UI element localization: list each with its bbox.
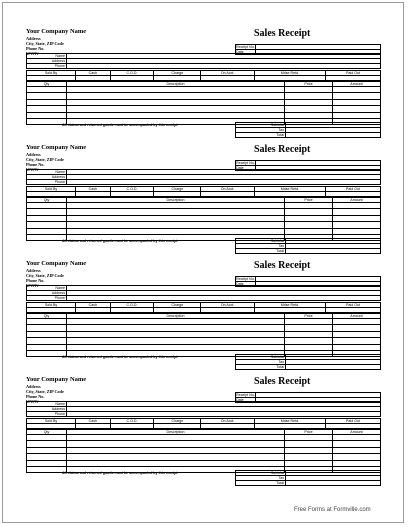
payment-header: C.O.D. [110, 187, 154, 192]
payment-input[interactable] [254, 424, 325, 429]
receipt-field-label: Receipt No. [236, 277, 255, 281]
amount-header: Amount [333, 198, 381, 203]
totals-label: Tax [236, 360, 286, 365]
totals-input[interactable] [286, 365, 381, 370]
disclaimer-text: All claims and returned goods must be accompanied by this receipt [62, 123, 178, 127]
receipt-title: Sales Receipt [254, 144, 311, 155]
qty-cell[interactable] [27, 118, 67, 124]
totals-label: Subtotal [236, 239, 286, 244]
qty-cell[interactable] [27, 350, 67, 356]
payment-table [26, 186, 381, 197]
payment-header: Mdse Retd. [254, 303, 325, 308]
payment-table [26, 418, 381, 429]
payment-header: On Acct. [201, 187, 255, 192]
payment-input[interactable] [27, 76, 76, 81]
receipt-field-label: Date [236, 282, 256, 287]
payment-input[interactable] [254, 76, 325, 81]
payment-header: Paid Out [326, 71, 381, 76]
receipt-title: Sales Receipt [254, 28, 311, 39]
customer-field-input[interactable] [67, 180, 381, 185]
payment-input[interactable] [254, 192, 325, 197]
payment-header: Mdse Retd. [254, 419, 325, 424]
line-items-table [26, 81, 381, 125]
company-www: WWW [26, 51, 39, 56]
qty-header: Qty [27, 82, 67, 87]
payment-header: Cash [76, 187, 110, 192]
company-www: WWW [26, 283, 39, 288]
line-items-table [26, 313, 381, 357]
payment-header: Paid Out [326, 187, 381, 192]
payment-input[interactable] [27, 424, 76, 429]
customer-field-label: Phone [27, 296, 67, 301]
payment-header: C.O.D. [110, 419, 154, 424]
qty-cell[interactable] [27, 466, 67, 472]
payment-header: Paid Out [326, 303, 381, 308]
company-name: Your Company Name [26, 260, 87, 267]
customer-field-label: Address [27, 175, 67, 180]
sales-receipt-form [0, 144, 408, 260]
totals-label: Total [236, 133, 286, 138]
payment-header: Charge [154, 303, 201, 308]
totals-table [235, 122, 381, 138]
company-info [26, 376, 86, 404]
customer-field-label: Address [27, 407, 67, 412]
receipt-title: Sales Receipt [254, 260, 311, 271]
customer-field-label: Phone [27, 64, 67, 69]
payment-table [26, 70, 381, 81]
totals-input[interactable] [286, 249, 381, 254]
customer-field-input[interactable] [67, 412, 381, 417]
description-header: Description [67, 430, 285, 435]
payment-input[interactable] [110, 192, 154, 197]
description-header: Description [67, 314, 285, 319]
amount-header: Amount [333, 314, 381, 319]
qty-header: Qty [27, 198, 67, 203]
customer-info-table [26, 169, 381, 185]
receipt-field-label: Date [236, 166, 256, 171]
amount-header: Amount [333, 82, 381, 87]
payment-header: Cash [76, 71, 110, 76]
company-www: WWW [26, 167, 39, 172]
payment-header: C.O.D. [110, 303, 154, 308]
company-phone: Phone No. [26, 162, 45, 167]
totals-input[interactable] [286, 481, 381, 486]
customer-info-table [26, 401, 381, 417]
payment-input[interactable] [326, 308, 381, 313]
totals-label: Subtotal [236, 471, 286, 476]
customer-info-table [26, 285, 381, 301]
payment-header: Charge [154, 419, 201, 424]
receipt-field-label: Receipt No. [236, 393, 255, 397]
payment-input[interactable] [27, 308, 76, 313]
receipt-field-label: Date [236, 50, 256, 55]
payment-table [26, 302, 381, 313]
company-phone: Phone No. [26, 394, 45, 399]
totals-table [235, 238, 381, 254]
description-header: Description [67, 82, 285, 87]
payment-input[interactable] [76, 424, 110, 429]
qty-header: Qty [27, 430, 67, 435]
customer-field-label: Address [27, 291, 67, 296]
qty-cell[interactable] [27, 234, 67, 240]
company-phone: Phone No. [26, 278, 45, 283]
company-address: Address [26, 268, 41, 273]
customer-field-label: Name [27, 170, 67, 175]
customer-field-label: Phone [27, 412, 67, 417]
payment-input[interactable] [154, 192, 201, 197]
customer-field-input[interactable] [67, 64, 381, 69]
payment-header: On Acct. [201, 71, 255, 76]
payment-header: On Acct. [201, 303, 255, 308]
receipt-field-label: Receipt No. [236, 45, 255, 49]
totals-label: Tax [236, 128, 286, 133]
payment-input[interactable] [110, 424, 154, 429]
payment-input[interactable] [201, 76, 255, 81]
amount-header: Amount [333, 430, 381, 435]
company-info [26, 260, 86, 288]
payment-input[interactable] [154, 76, 201, 81]
customer-info-table [26, 53, 381, 69]
disclaimer-text: All claims and returned goods must be accompanied by this receipt [62, 355, 178, 359]
payment-input[interactable] [326, 424, 381, 429]
sales-receipt-form [0, 28, 408, 144]
totals-label: Total [236, 365, 286, 370]
sales-receipt-form [0, 376, 408, 492]
footer-text: Free Forms at Formville.com [294, 507, 371, 513]
customer-field-label: Phone [27, 180, 67, 185]
company-city: City, State, ZIP Code [26, 157, 64, 162]
payment-input[interactable] [154, 424, 201, 429]
payment-input[interactable] [201, 308, 255, 313]
customer-field-label: Address [27, 59, 67, 64]
payment-input[interactable] [154, 308, 201, 313]
payment-header: On Acct. [201, 419, 255, 424]
payment-header: Mdse Retd. [254, 187, 325, 192]
disclaimer-text: All claims and returned goods must be accompanied by this receipt [62, 471, 178, 475]
company-name: Your Company Name [26, 144, 87, 151]
totals-label: Tax [236, 476, 286, 481]
payment-header: Mdse Retd. [254, 71, 325, 76]
company-info [26, 144, 86, 172]
company-address: Address [26, 152, 41, 157]
payment-input[interactable] [110, 76, 154, 81]
totals-table [235, 354, 381, 370]
payment-header: Cash [76, 419, 110, 424]
payment-input[interactable] [201, 424, 255, 429]
payment-input[interactable] [110, 308, 154, 313]
payment-header: C.O.D. [110, 71, 154, 76]
totals-label: Total [236, 481, 286, 486]
receipt-field-label: Date [236, 398, 256, 403]
totals-input[interactable] [286, 133, 381, 138]
price-header: Price [285, 198, 333, 203]
payment-input[interactable] [76, 308, 110, 313]
totals-label: Total [236, 249, 286, 254]
company-info [26, 28, 86, 56]
line-items-table [26, 429, 381, 473]
payment-header: Charge [154, 187, 201, 192]
company-phone: Phone No. [26, 46, 45, 51]
payment-input[interactable] [201, 192, 255, 197]
company-name: Your Company Name [26, 376, 87, 383]
customer-field-label: Name [27, 286, 67, 291]
payment-input[interactable] [76, 192, 110, 197]
company-address: Address [26, 384, 41, 389]
receipt-title: Sales Receipt [254, 376, 311, 387]
payment-header: Cash [76, 303, 110, 308]
payment-header: Paid Out [326, 419, 381, 424]
price-header: Price [285, 430, 333, 435]
receipt-field-label: Receipt No. [236, 161, 255, 165]
price-header: Price [285, 314, 333, 319]
payment-header: Sold By [27, 303, 76, 308]
payment-header: Sold By [27, 187, 76, 192]
sales-receipt-form [0, 260, 408, 376]
totals-label: Subtotal [236, 123, 286, 128]
totals-label: Tax [236, 244, 286, 249]
qty-header: Qty [27, 314, 67, 319]
description-header: Description [67, 198, 285, 203]
company-name: Your Company Name [26, 28, 87, 35]
company-address: Address [26, 36, 41, 41]
company-city: City, State, ZIP Code [26, 389, 64, 394]
payment-input[interactable] [326, 192, 381, 197]
payment-header: Charge [154, 71, 201, 76]
disclaimer-text: All claims and returned goods must be accompanied by this receipt [62, 239, 178, 243]
company-www: WWW [26, 399, 39, 404]
company-city: City, State, ZIP Code [26, 273, 64, 278]
line-items-table [26, 197, 381, 241]
company-city: City, State, ZIP Code [26, 41, 64, 46]
payment-header: Sold By [27, 419, 76, 424]
totals-table [235, 470, 381, 486]
payment-input[interactable] [254, 308, 325, 313]
customer-field-label: Name [27, 402, 67, 407]
payment-input[interactable] [76, 76, 110, 81]
totals-label: Subtotal [236, 355, 286, 360]
payment-input[interactable] [27, 192, 76, 197]
payment-input[interactable] [326, 76, 381, 81]
payment-header: Sold By [27, 71, 76, 76]
customer-field-label: Name [27, 54, 67, 59]
customer-field-input[interactable] [67, 296, 381, 301]
price-header: Price [285, 82, 333, 87]
